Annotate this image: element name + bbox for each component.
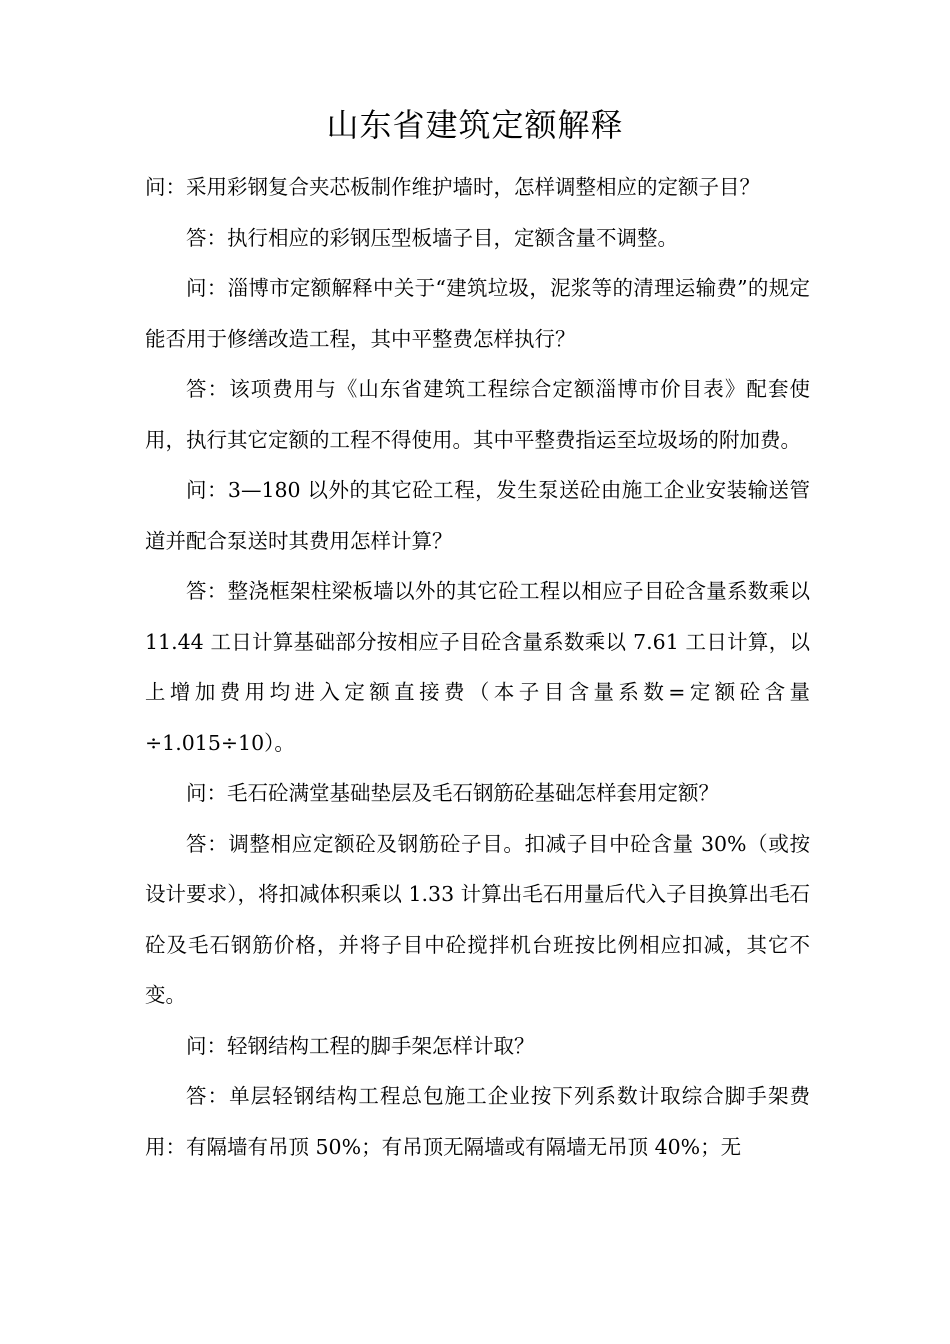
answer-paragraph: 答：该项费用与《山东省建筑工程综合定额淄博市价目表》配套使用，执行其它定额的工程不得使用。其中平整费指运至垃圾场的附加费。 <box>145 377 810 452</box>
document-body <box>145 162 810 1172</box>
question-paragraph: 问：轻钢结构工程的脚手架怎样计取？ <box>186 1033 535 1058</box>
question-paragraph: 问：采用彩钢复合夹芯板制作维护墙时，怎样调整相应的定额子目？ <box>145 175 760 199</box>
answer-paragraph: 答：单层轻钢结构工程总包施工企业按下列系数计取综合脚手架费用：有隔墙有吊顶 50%；有吊顶无隔墙或有隔墙无吊顶 40%；无 <box>145 1084 810 1159</box>
question-paragraph: 问：淄博市定额解释中关于“建筑垃圾，泥浆等的清理运输费”的规定能否用于修缮改造工程，其中平整费怎样执行？ <box>145 276 810 351</box>
answer-paragraph: 答：执行相应的彩钢压型板墙子目，定额含量不调整。 <box>186 225 678 250</box>
question-paragraph: 问：毛石砼满堂基础垫层及毛石钢筋砼基础怎样套用定额？ <box>186 781 719 805</box>
answer-paragraph: 答：整浇框架柱梁板墙以外的其它砼工程以相应子目砼含量系数乘以 11.44 工日计算基础部分按相应子目砼含量系数乘以 7.61 工日计算，以上增加费用均进入定额直接费（本子目含量系数=定额砼含量÷1.015÷10）。 <box>145 579 810 755</box>
document-title: 山东省建筑定额解释 <box>326 106 624 144</box>
question-paragraph: 问：3—180 以外的其它砼工程，发生泵送砼由施工企业安装输送管道并配合泵送时其费用怎样计算？ <box>145 478 810 553</box>
answer-paragraph: 答：调整相应定额砼及钢筋砼子目。扣减子目中砼含量 30%（或按设计要求），将扣减体积乘以 1.33 计算出毛石用量后代入子目换算出毛石砼及毛石钢筋价格，并将子目中砼搅拌机台班按比例相应扣减，其它不变。 <box>145 831 810 1007</box>
